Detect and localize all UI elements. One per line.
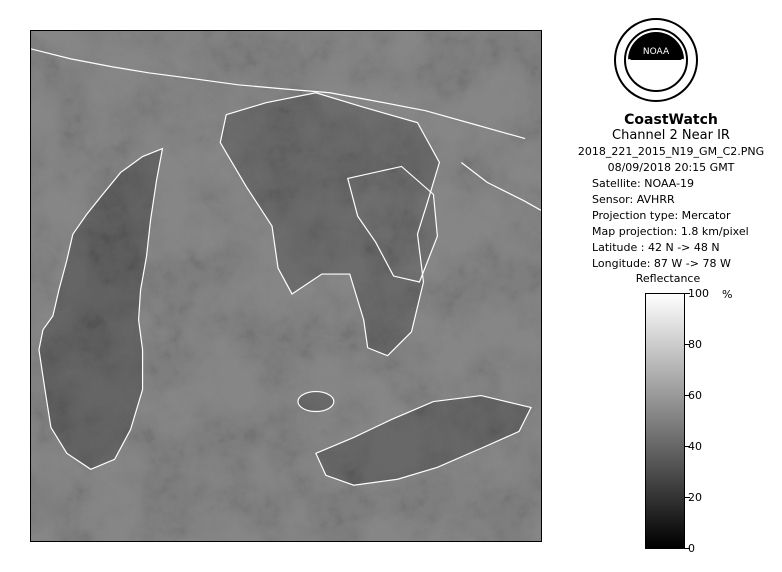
noaa-logo bbox=[612, 16, 700, 104]
noaa-logo-text: NOAA bbox=[642, 47, 670, 57]
satellite-map bbox=[30, 30, 542, 542]
legend-unit: % bbox=[722, 288, 733, 301]
metadata-map-projection: Map projection: 1.8 km/pixel bbox=[592, 225, 749, 238]
metadata-file: 2018_221_2015_N19_GM_C2.PNG bbox=[577, 145, 765, 158]
noaa-logo-svg bbox=[612, 16, 700, 104]
legend-tick-20: 20 bbox=[688, 491, 702, 504]
metadata-panel bbox=[566, 108, 776, 272]
metadata-latitude: Latitude : 42 N -> 48 N bbox=[592, 241, 720, 254]
legend-tick-100: 100 bbox=[688, 287, 709, 300]
satellite-map-svg bbox=[31, 31, 541, 541]
legend-tick-40: 40 bbox=[688, 440, 702, 453]
grain-layer bbox=[31, 31, 541, 541]
legend-tick-60: 60 bbox=[688, 389, 702, 402]
legend-title: Reflectance bbox=[635, 272, 701, 285]
metadata-sensor: Sensor: AVHRR bbox=[592, 193, 675, 206]
metadata-satellite: Satellite: NOAA-19 bbox=[592, 177, 695, 190]
metadata-title: CoastWatch bbox=[624, 112, 718, 128]
metadata-subtitle: Channel 2 Near IR bbox=[612, 128, 730, 143]
metadata-datetime: 08/09/2018 20:15 GMT bbox=[607, 161, 735, 174]
reflectance-colorbar bbox=[645, 293, 685, 549]
legend-tick-0: 0 bbox=[688, 542, 695, 555]
metadata-projection-type: Projection type: Mercator bbox=[592, 209, 731, 222]
legend-tick-80: 80 bbox=[688, 338, 702, 351]
metadata-longitude: Longitude: 87 W -> 78 W bbox=[592, 257, 731, 270]
